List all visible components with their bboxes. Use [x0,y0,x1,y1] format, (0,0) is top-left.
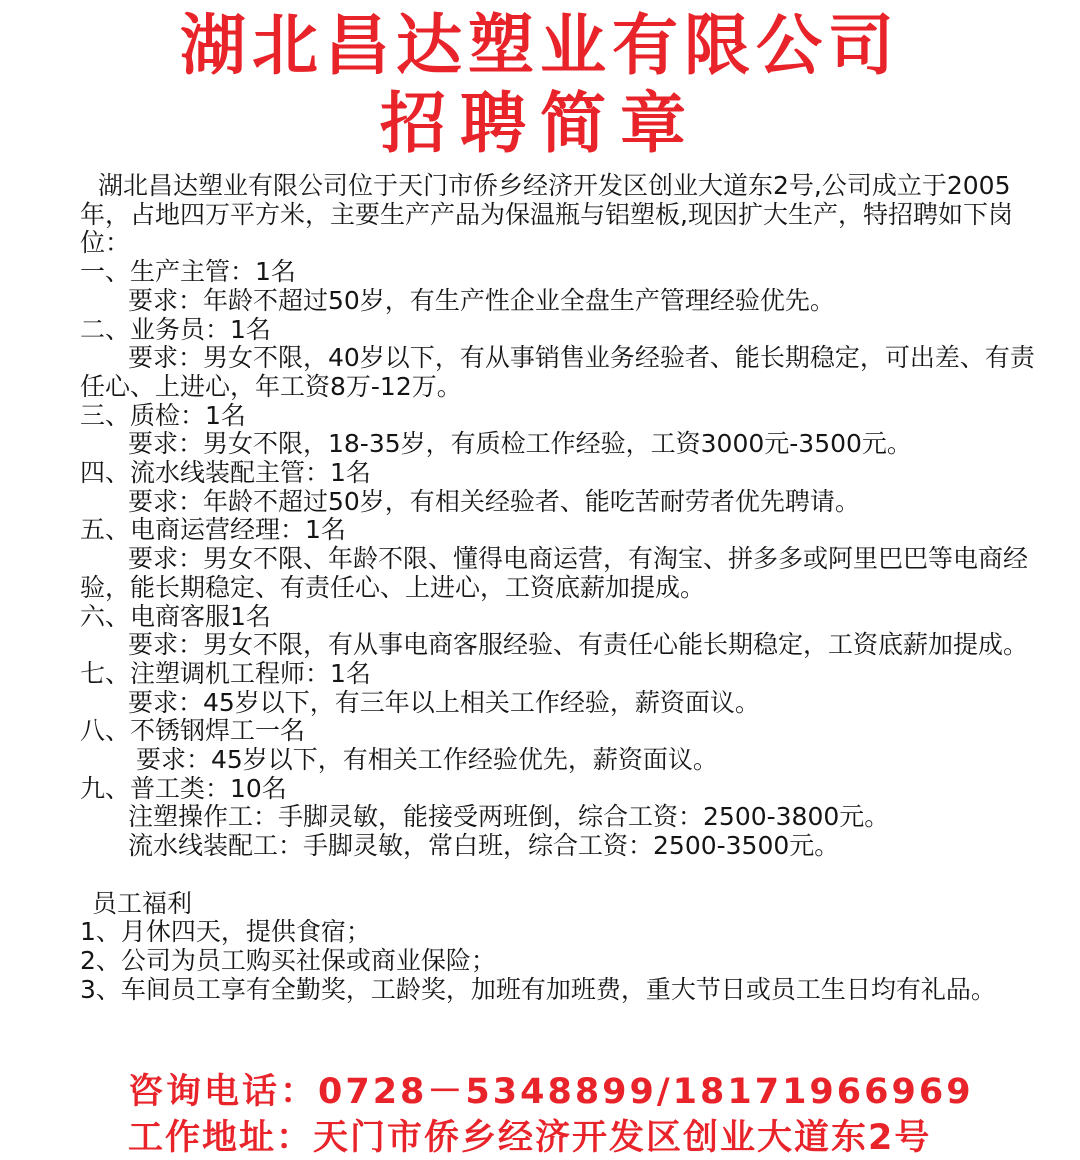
benefit-item: 3、车间员工享有全勤奖，工龄奖，加班有加班费，重大节日或员工生日均有礼品。 [80,974,996,1004]
position-title: 三、质检：1名 [80,400,246,430]
poster-body [80,172,1040,1004]
position-requirement: 要求：年龄不超过50岁，有生产性企业全盘生产管理经验优先。 [128,285,835,315]
position-requirement: 要求：年龄不超过50岁，有相关经验者、能吃苦耐劳者优先聘请。 [128,486,860,516]
benefits-heading: 员工福利 [92,888,193,918]
position-requirement: 要求：男女不限，18-35岁，有质检工作经验，工资3000元-3500元。 [128,429,912,459]
position-title: 八、不锈钢焊工一名 [80,716,306,746]
company-title: 湖北昌达塑业有限公司 [180,7,900,84]
position-title: 四、流水线装配主管：1名 [80,458,371,488]
spacer [80,861,1040,890]
position-title: 九、普工类：10名 [80,773,287,803]
position-requirement: 要求：45岁以下，有相关工作经验优先，薪资面议。 [136,745,718,775]
position-requirement: 要求：45岁以下，有三年以上相关工作经验，薪资面议。 [128,687,760,717]
position-title: 六、电商客服1名 [80,601,271,631]
position-title: 五、电商运营经理：1名 [80,515,346,545]
contact-phone: 咨询电话：0728－5348899/18171966969 [128,1072,974,1112]
position-requirement: 要求：男女不限、年龄不限、懂得电商运营，有淘宝、拼多多或阿里巴巴等电商经验，能长期稳定、有责任心、上进心，工资底薪加提成。 [80,544,1029,602]
position-requirement: 要求：男女不限，40岁以下，有从事销售业务经验者、能长期稳定，可出差、有责任心、上进心，年工资8万-12万。 [80,343,1035,401]
benefit-item: 1、月休四天，提供食宿； [80,917,371,947]
work-address: 工作地址：天门市侨乡经济开发区创业大道东2号 [128,1118,932,1158]
position-title: 二、业务员：1名 [80,314,271,344]
worker-type-line: 注塑操作工：手脚灵敏，能接受两班倒，综合工资：2500-3800元。 [128,802,890,832]
position-title: 一、生产主管：1名 [80,257,296,287]
benefit-item: 2、公司为员工购买社保或商业保险； [80,945,496,975]
worker-type-line: 流水线装配工：手脚灵敏，常白班，综合工资：2500-3500元。 [128,831,840,861]
intro-paragraph: 湖北昌达塑业有限公司位于天门市侨乡经济开发区创业大道东2号,公司成立于2005年，占地四万平方米，主要生产产品为保温瓶与铝塑板,现因扩大生产，特招聘如下岗位： [80,171,1013,258]
position-requirement: 要求：男女不限，有从事电商客服经验、有责任心能长期稳定，工资底薪加提成。 [128,630,1029,660]
poster-subtitle: 招聘简章 [380,85,700,162]
position-title: 七、注塑调机工程师：1名 [80,658,371,688]
